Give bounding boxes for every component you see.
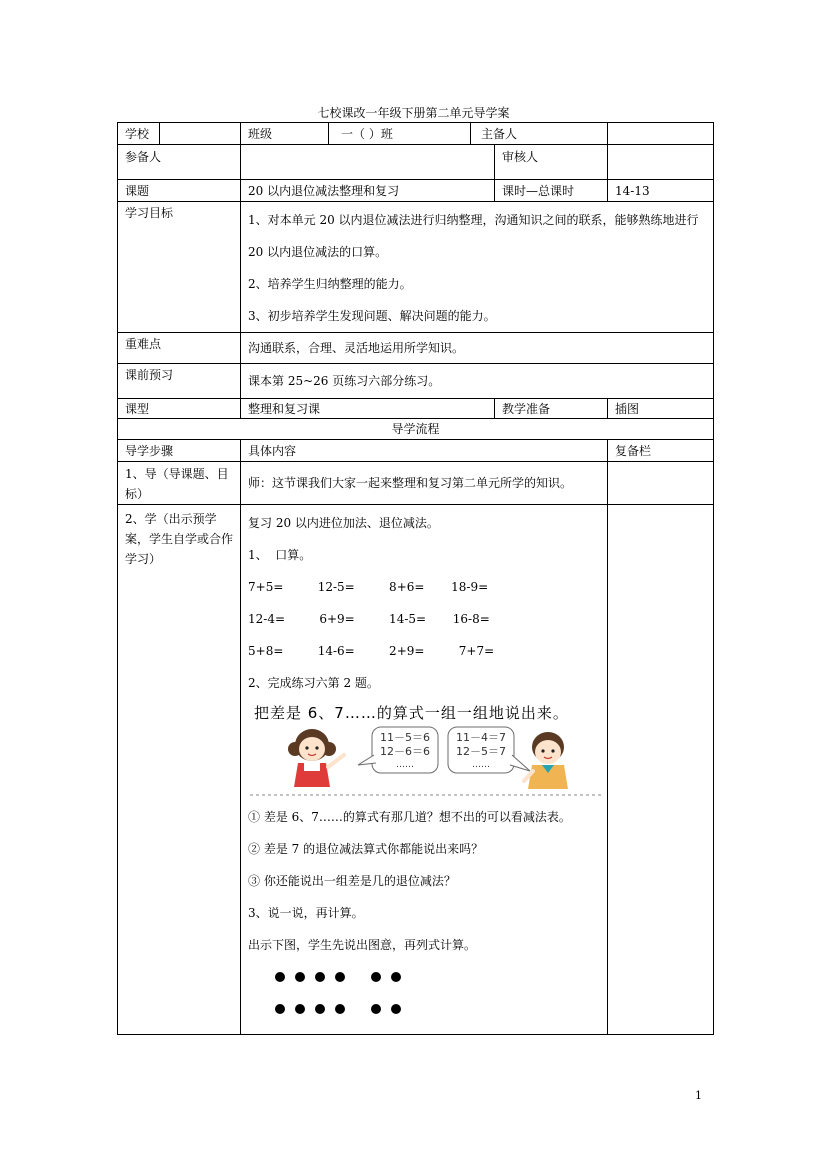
girl-figure bbox=[288, 729, 344, 787]
dot bbox=[275, 972, 285, 982]
goals-content bbox=[241, 202, 714, 333]
participants-value bbox=[241, 145, 495, 180]
bubble-left-line: 12－6＝6 bbox=[380, 745, 430, 758]
topic-label: 课题 bbox=[118, 180, 241, 202]
illustration-heading: 把差是 6、7……的算式一组一组地说出来。 bbox=[254, 704, 569, 722]
dot bbox=[391, 1004, 401, 1014]
document-title: 七校课改一年级下册第二单元导学案 bbox=[317, 106, 510, 120]
dot bbox=[335, 972, 345, 982]
goal-line: 20 以内退位减法的口算。 bbox=[248, 245, 388, 259]
sub-question: ③ 你还能说出一组差是几的退位减法？ bbox=[248, 874, 456, 888]
participants-label: 参备人 bbox=[118, 145, 241, 180]
step2-intro: 复习 20 以内进位加法、退位减法。 bbox=[248, 516, 439, 530]
bubble-left-line: …… bbox=[396, 760, 414, 770]
sub-question: ② 差是 7 的退位减法算式你都能说出来吗？ bbox=[248, 842, 484, 856]
bubble-right-line: …… bbox=[472, 760, 490, 770]
step2-content bbox=[241, 505, 608, 1035]
step2-label: 2、学（出示预学案，学生自学或合作学习） bbox=[118, 505, 241, 1035]
goal-line: 2、培养学生归纳整理的能力。 bbox=[248, 277, 412, 291]
class-label: 班级 bbox=[241, 123, 329, 145]
period-value: 14-13 bbox=[608, 180, 714, 202]
reviewer-value bbox=[608, 145, 714, 180]
textbook-illustration bbox=[248, 703, 600, 799]
dot bbox=[371, 1004, 381, 1014]
bubble-left-line: 11－5＝6 bbox=[380, 731, 430, 744]
step1-review bbox=[608, 462, 714, 505]
dot bbox=[275, 1004, 285, 1014]
goal-line: 3、初步培养学生发现问题、解决问题的能力。 bbox=[248, 309, 496, 323]
difficulty-label: 重难点 bbox=[118, 333, 241, 364]
page-number: 1 bbox=[695, 1089, 702, 1102]
col-steps: 导学步骤 bbox=[118, 440, 241, 462]
preparer-label: 主备人 bbox=[471, 123, 608, 145]
type-value: 整理和复习课 bbox=[241, 399, 495, 419]
difficulty-value: 沟通联系，合理、灵活地运用所学知识。 bbox=[241, 333, 714, 364]
preview-value: 课本第 25~26 页练习六部分练习。 bbox=[241, 364, 714, 399]
math-row: 7+5= 12-5= 8+6= 18-9= bbox=[248, 580, 489, 594]
prep-value: 插图 bbox=[608, 399, 714, 419]
period-label: 课时—总课时 bbox=[495, 180, 608, 202]
dot bbox=[315, 1004, 325, 1014]
dot-diagram bbox=[248, 961, 600, 1023]
dot bbox=[335, 1004, 345, 1014]
step2-review bbox=[608, 505, 714, 1035]
col-review: 复备栏 bbox=[608, 440, 714, 462]
bubble-right-line: 11－4＝7 bbox=[456, 731, 506, 744]
preview-label: 课前预习 bbox=[118, 364, 241, 399]
goals-label: 学习目标 bbox=[118, 202, 241, 333]
bubble-right-line: 12－5＝7 bbox=[456, 745, 506, 758]
prep-label: 教学准备 bbox=[495, 399, 608, 419]
illustration-graphic bbox=[248, 725, 608, 797]
dot bbox=[295, 1004, 305, 1014]
boy-figure bbox=[524, 732, 568, 789]
reviewer-label: 审核人 bbox=[495, 145, 608, 180]
math-row: 5+8= 14-6= 2+9= 7+7= bbox=[248, 644, 495, 658]
step1-label: 1、导（导课题、目标） bbox=[118, 462, 241, 505]
dot bbox=[391, 972, 401, 982]
lesson-plan-table bbox=[117, 122, 714, 1035]
topic-value: 20 以内退位减法整理和复习 bbox=[241, 180, 495, 202]
exercise-heading: 2、完成练习六第 2 题。 bbox=[248, 676, 379, 690]
step1-content: 师：这节课我们大家一起来整理和复习第二单元所学的知识。 bbox=[241, 462, 608, 505]
dot bbox=[295, 972, 305, 982]
school-value bbox=[160, 123, 241, 145]
mental-math-heading: 1、 口算。 bbox=[248, 548, 312, 562]
class-value: 一（ ）班 bbox=[329, 123, 471, 145]
dot bbox=[315, 972, 325, 982]
goal-line: 1、对本单元 20 以内退位减法进行归纳整理，沟通知识之间的联系，能够熟练地进行 bbox=[248, 213, 699, 227]
preparer-value bbox=[608, 123, 714, 145]
math-row: 12-4= 6+9= 14-5= 16-8= bbox=[248, 612, 490, 626]
dot bbox=[371, 972, 381, 982]
col-content: 具体内容 bbox=[241, 440, 608, 462]
type-label: 课型 bbox=[118, 399, 241, 419]
sub-question: ① 差是 6、7……的算式有那几道？想不出的可以看减法表。 bbox=[248, 810, 571, 824]
exercise-heading: 3、说一说，再计算。 bbox=[248, 906, 364, 920]
school-label: 学校 bbox=[118, 123, 160, 145]
flow-title: 导学流程 bbox=[118, 419, 714, 440]
exercise-description: 出示下图，学生先说出图意，再列式计算。 bbox=[248, 938, 477, 952]
